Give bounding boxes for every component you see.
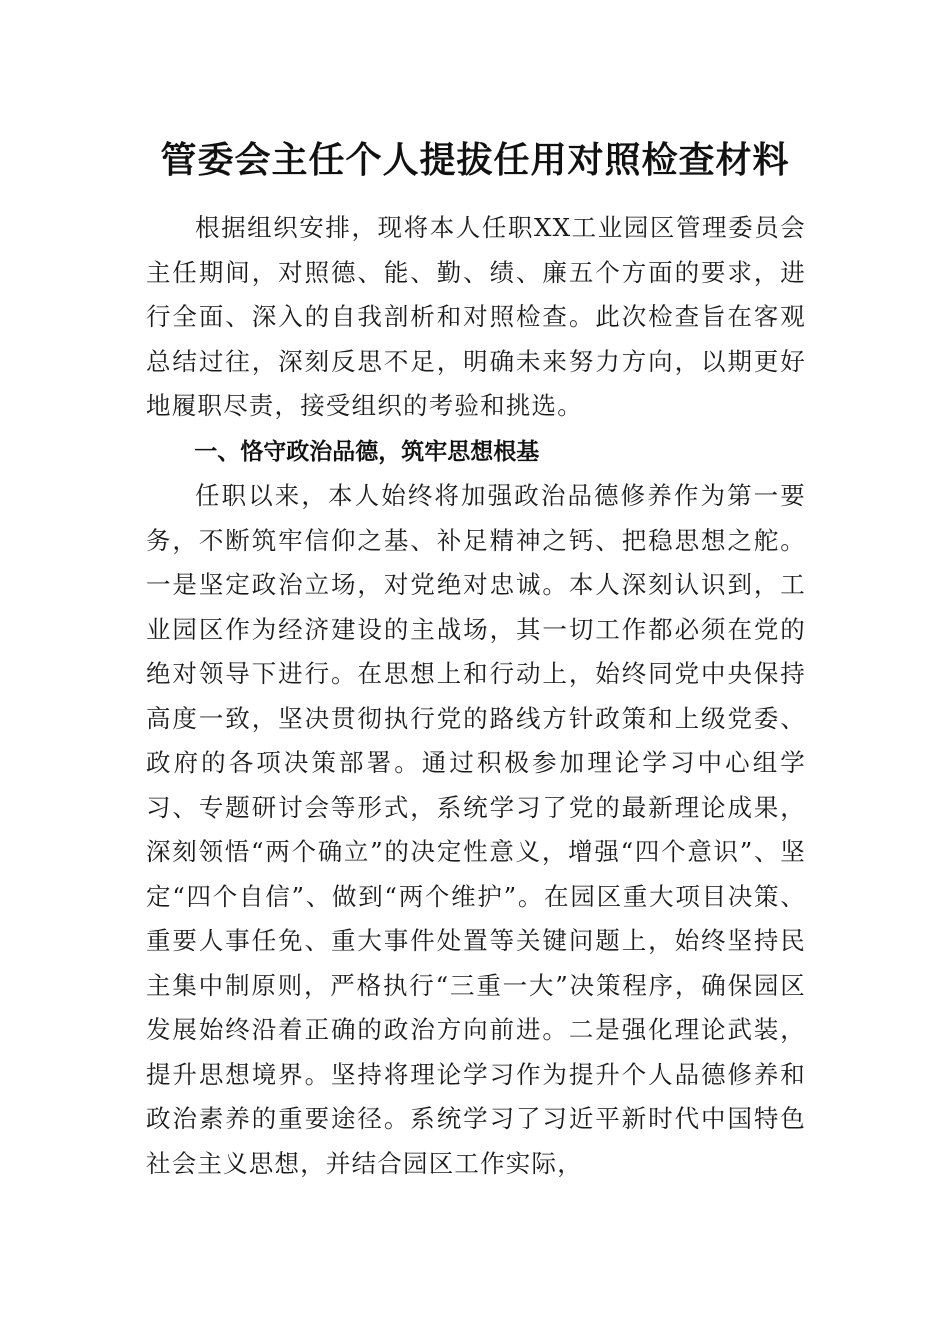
intro-paragraph: 根据组织安排，现将本人任职XX工业园区管理委员会主任期间，对照德、能、勤、绩、廉五个方面的要求，进行全面、深入的自我剖析和对照检查。此次检查旨在客观总结过往，深刻反思不足，明确未来努力方向，以期更好地履职尽责，接受组织的考验和挑选。 xyxy=(146,213,806,420)
body-paragraph: 任职以来，本人始终将加强政治品德修养作为第一要务，不断筑牢信仰之基、补足精神之钙、把稳思想之舵。一是坚定政治立场，对党绝对忠诚。本人深刻认识到，工业园区作为经济建设的主战场，其一切工作都必须在党的绝对领导下进行。在思想上和行动上，始终同党中央保持高度一致，坚决贯彻执行党的路线方针政策和上级党委、政府的各项决策部署。通过积极参加理论学习中心组学习、专题研讨会等形式，系统学习了党的最新理论成果，深刻领悟“两个确立”的决定性意义，增强“四个意识”、坚定“四个自信”、做到“两个维护”。在园区重大项目决策、重要人事任免、重大事件处置等关键问题上，始终坚持民主集中制原则，严格执行“三重一大”决策程序，确保园区发展始终沿着正确的政治方向前进。二是强化理论武装，提升思想境界。坚持将理论学习作为提升个人品德修养和政治素养的重要途径。系统学习了习近平新时代中国特色社会主义思想，并结合园区工作实际， xyxy=(146,481,806,1178)
document-title: 管委会主任个人提拔任用对照检查材料 xyxy=(160,139,790,182)
section-heading: 一、恪守政治品德，筑牢思想根基 xyxy=(194,439,540,465)
